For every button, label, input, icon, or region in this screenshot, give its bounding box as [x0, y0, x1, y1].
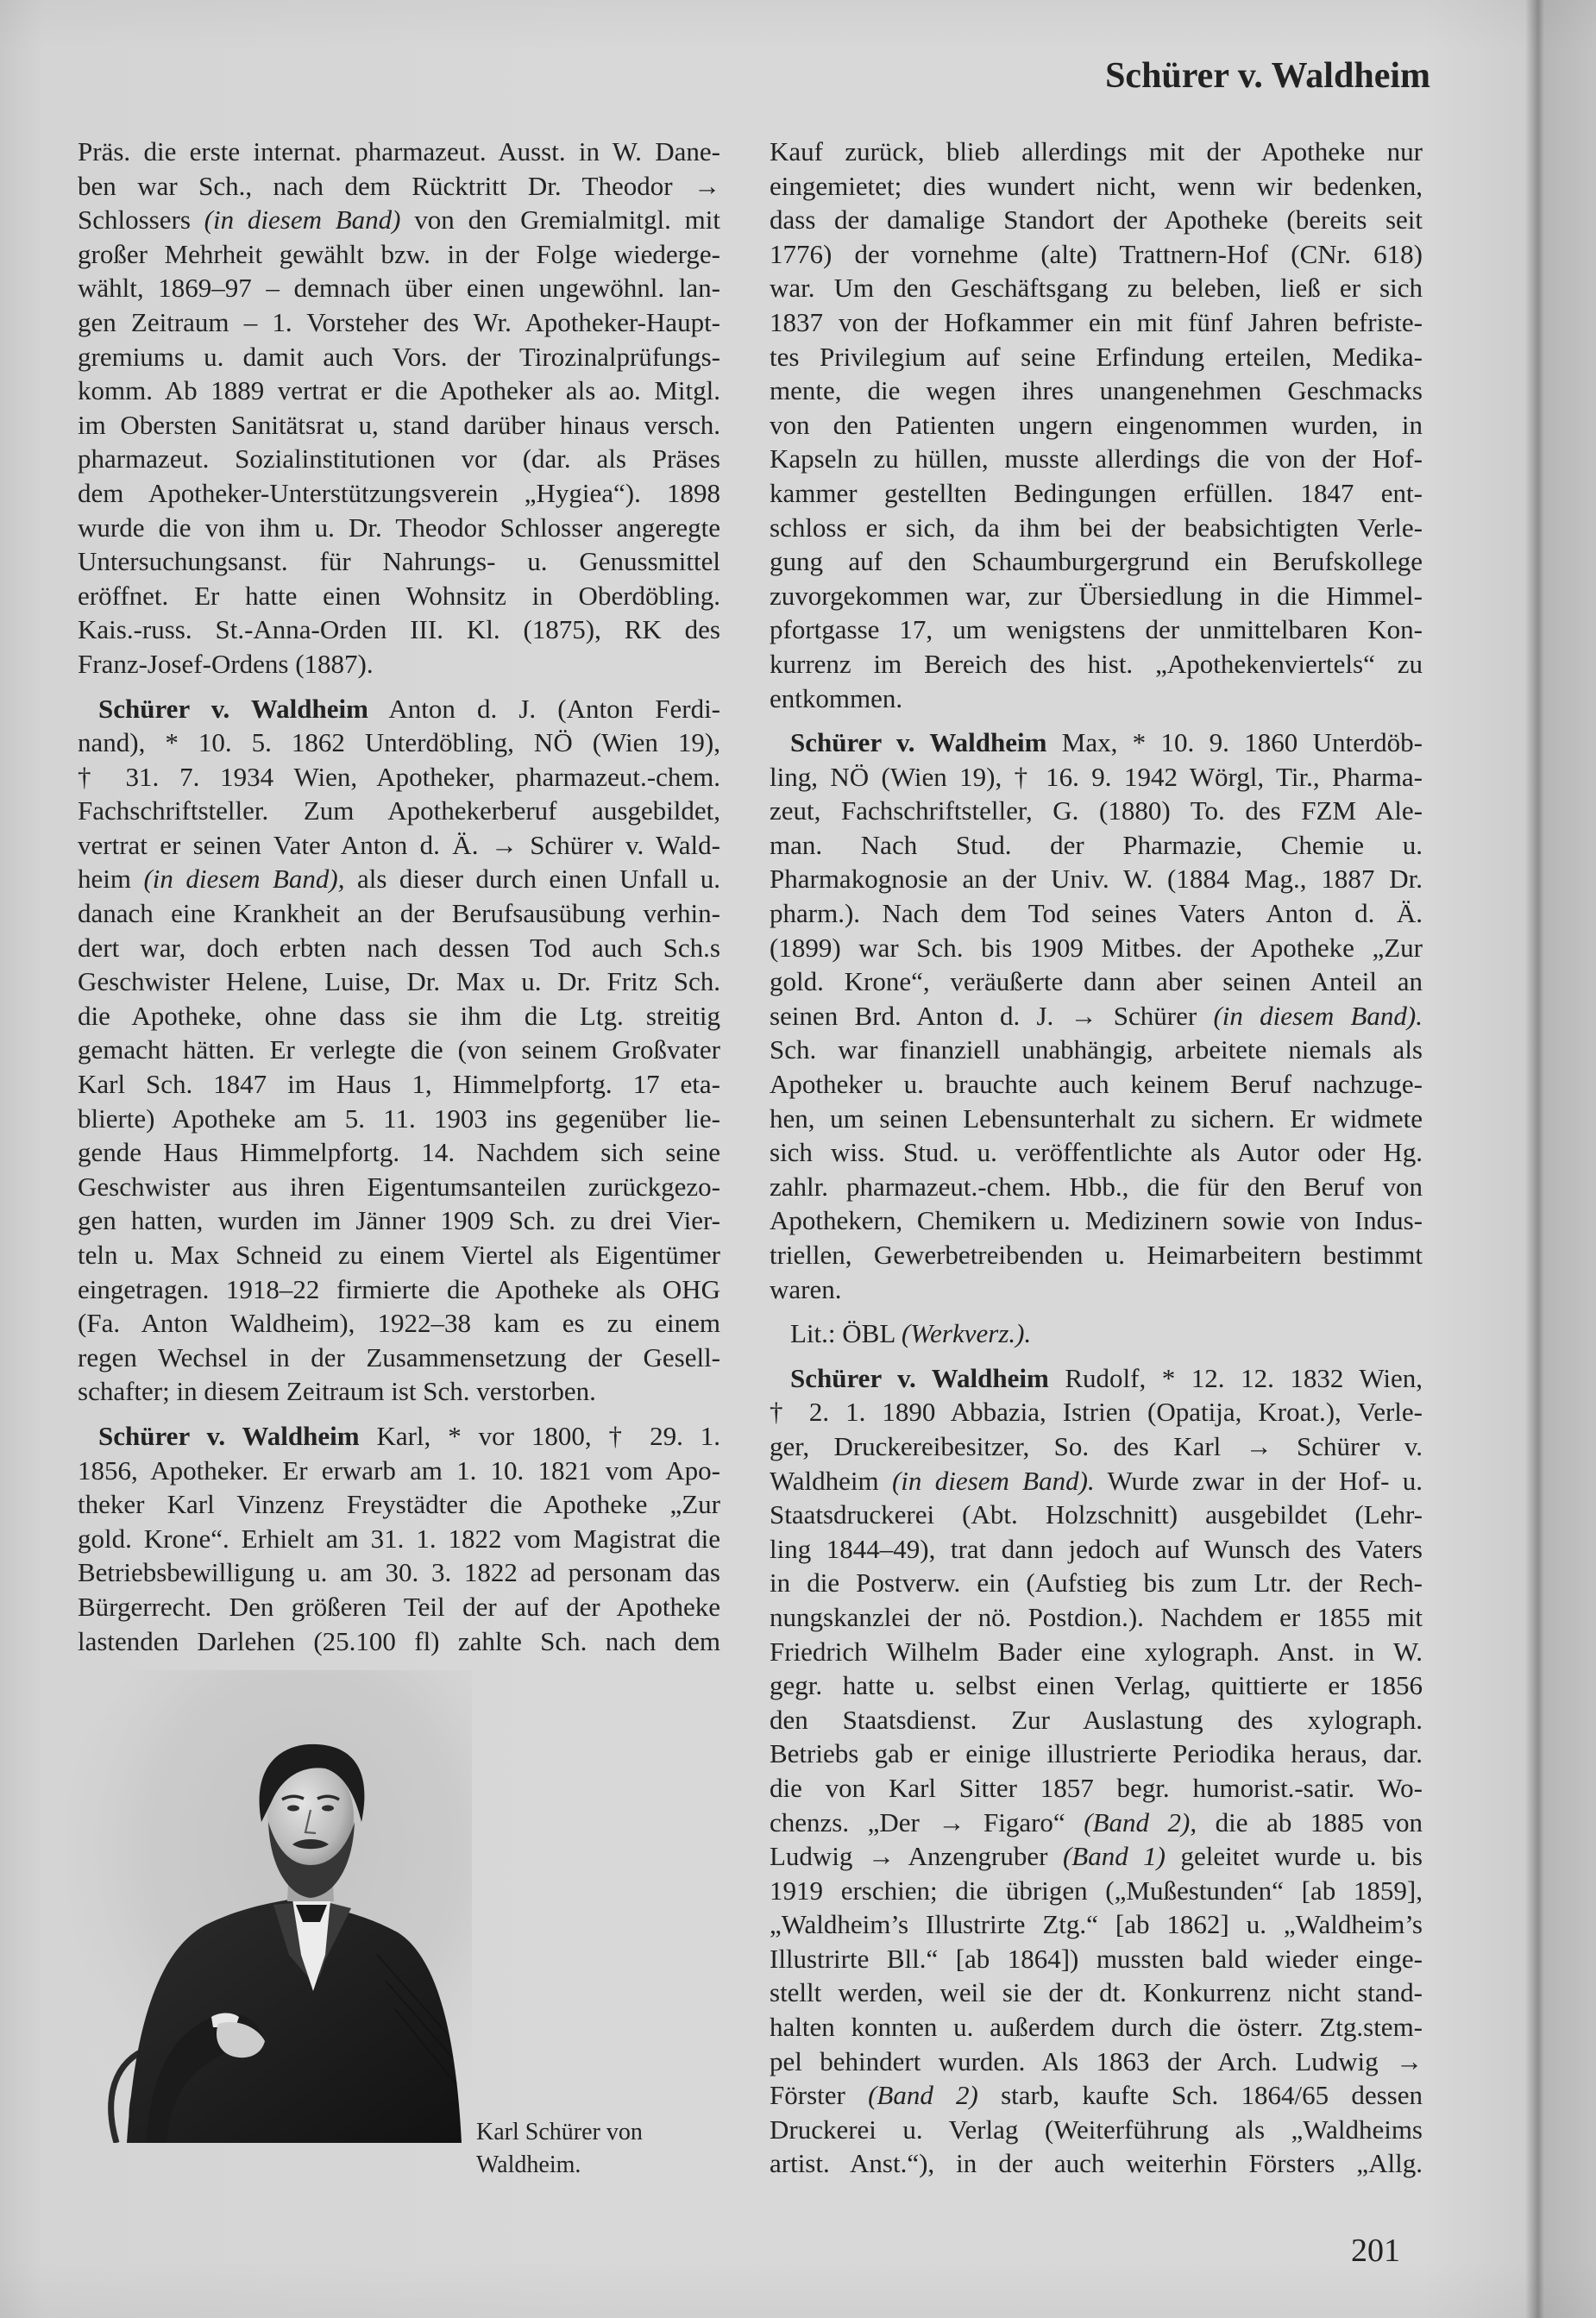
text-line [770, 1395, 1423, 1429]
text-run: nand), * 10. 5. 1862 Unterdöbling, NÖ (Wien 19), [78, 727, 720, 758]
text-run: heim [78, 864, 144, 895]
text-line [770, 1067, 1423, 1102]
text-line [770, 1361, 1423, 1396]
text-line [770, 1703, 1423, 1737]
text-line [78, 1102, 720, 1136]
text-run: gold. Krone“, veräußerte dann aber seinen Anteil an [770, 966, 1423, 997]
text-line [770, 374, 1423, 408]
entry-headword: Schürer v. Waldheim [790, 727, 1047, 758]
text-run: Bürgerrecht. Den größeren Teil der auf der Apotheke [78, 1591, 720, 1622]
text-line [78, 1454, 720, 1488]
text-run: Karl Sch. 1847 im Haus 1, Himmelpfortg. 17 eta- [78, 1069, 720, 1100]
text-line [78, 271, 720, 305]
text-line [770, 476, 1423, 511]
text-run: Apothekern, Chemikern u. Medizinern sowie von Indus- [770, 1205, 1423, 1236]
text-line [78, 862, 720, 896]
text-run: wurde die von ihm u. Dr. Theodor Schlosser angeregte [78, 512, 720, 543]
text-line [770, 682, 1423, 716]
text-line [78, 1624, 720, 1659]
text-line [770, 964, 1423, 999]
text-run: triellen, Gewerbetreibenden u. Heimarbeitern bestimmt [770, 1240, 1423, 1270]
text-line [770, 1635, 1423, 1669]
text-line [770, 579, 1423, 613]
text-run: gemacht hätten. Er verlegte die (von seinem Großvater [78, 1034, 720, 1065]
text-line [770, 1771, 1423, 1806]
text-run: schafter; in diesem Zeitraum ist Sch. verstorben. [78, 1376, 596, 1407]
text-run: Geschwister aus ihren Eigentumsanteilen zurückgezo- [78, 1171, 720, 1202]
text-line [770, 135, 1423, 169]
text-run: Sch. war finanziell unabhängig, arbeitete niemals als [770, 1034, 1423, 1065]
text-line [770, 2045, 1423, 2079]
text-run: gegr. hatte u. selbst einen Verlag, quittierte er 1856 [770, 1670, 1423, 1701]
italic-reference: (Band 2) [868, 2080, 978, 2111]
text-line [770, 1874, 1423, 1908]
text-run: Franz-Josef-Ordens (1887). [78, 648, 374, 679]
text-line [770, 1839, 1423, 1874]
text-line [770, 1272, 1423, 1307]
text-line [78, 794, 720, 828]
text-line [770, 999, 1423, 1033]
italic-reference: (Band 2), [1084, 1806, 1197, 1837]
text-line [770, 271, 1423, 305]
text-line [78, 1555, 720, 1590]
text-run: seinen Brd. Anton d. J. → Schürer [770, 1000, 1214, 1031]
text-run: Max, * 10. 9. 1860 Unterdöb- [1046, 727, 1423, 758]
text-run: als dieser durch einen Unfall u. [344, 864, 720, 895]
text-run: Rudolf, * 12. 12. 1832 Wien, [1048, 1362, 1423, 1393]
text-line [770, 1102, 1423, 1136]
text-run: komm. Ab 1889 vertrat er die Apotheker als ao. Mitgl. [78, 375, 720, 406]
text-run: von den Gremialmitgl. mit [400, 204, 720, 236]
text-line [770, 511, 1423, 545]
text-run: mente, die wegen ihres unangenehmen Geschmacks [770, 375, 1423, 406]
text-run: Kauf zurück, blieb allerdings mit der Apotheke nur [770, 136, 1423, 166]
text-line [770, 1976, 1423, 2010]
text-line [78, 476, 720, 511]
italic-reference: (in diesem Band), [143, 864, 345, 895]
paragraph [770, 726, 1423, 1306]
text-run: ben war Sch., nach dem Rücktritt Dr. Theodor → [78, 170, 720, 201]
text-line [770, 1203, 1423, 1238]
text-line [770, 794, 1423, 828]
italic-reference: (in diesem Band). [891, 1465, 1095, 1496]
text-line [770, 647, 1423, 682]
text-run: dem Apotheker-Unterstützungsverein „Hygiea“). 1898 [78, 477, 720, 508]
text-run: blierte) Apotheke am 5. 11. 1903 ins gegenüber lie- [78, 1102, 720, 1134]
text-run: Lit.: ÖBL [790, 1318, 902, 1349]
text-run: eingetragen. 1918–22 firmierte die Apotheke als OHG [78, 1273, 720, 1304]
text-line [78, 999, 720, 1033]
text-run: lastenden Darlehen (25.100 fl) zahlte Sch. nach dem [78, 1625, 720, 1656]
text-line [78, 169, 720, 204]
text-line [770, 1600, 1423, 1635]
italic-reference: (Werkverz.). [901, 1318, 1032, 1349]
paragraph [770, 1316, 1423, 1351]
text-run: kammer gestellten Bedingungen erfüllen. 1847 ent- [770, 477, 1423, 508]
text-run: pel behindert wurden. Als 1863 der Arch. Ludwig → [770, 2045, 1423, 2076]
paragraph [770, 135, 1423, 715]
text-line [78, 931, 720, 965]
text-line [78, 647, 720, 682]
text-line [770, 1238, 1423, 1272]
text-run: Wurde zwar in der Hof- u. [1094, 1465, 1423, 1496]
text-run: Waldheim [770, 1465, 892, 1496]
text-run: im Obersten Sanitätsrat u, stand darüber hinaus versch. [78, 409, 720, 440]
text-run: dert war, doch erbten nach dessen Tod auch Sch.s [78, 932, 720, 963]
text-run: gremiums u. damit auch Vors. der Tirozinalprüfungs- [78, 341, 720, 372]
text-run: † 2. 1. 1890 Abbazia, Istrien (Opatija, Kroat.), Verle- [770, 1397, 1423, 1428]
text-line [770, 862, 1423, 896]
text-line [770, 1135, 1423, 1170]
text-run: Kapseln zu hüllen, musste allerdings die von der Hof- [770, 443, 1423, 474]
text-line [770, 760, 1423, 795]
text-line [770, 1033, 1423, 1067]
text-run: ger, Druckereibesitzer, So. des Karl → Schürer v. [770, 1430, 1423, 1461]
running-title: Schürer v. Waldheim [1105, 56, 1430, 96]
text-line [770, 1170, 1423, 1204]
caption-line: Waldheim. [476, 2152, 581, 2178]
text-line [770, 1566, 1423, 1600]
text-line [78, 1238, 720, 1272]
text-run: in die Postverw. ein (Aufstieg bis zum Ltr. der Rech- [770, 1567, 1423, 1599]
text-run: schloss er sich, da ihm bei der beabsichtigten Verle- [770, 512, 1423, 543]
text-line [78, 442, 720, 476]
text-line [78, 1374, 720, 1409]
text-run: gold. Krone“. Erhielt am 31. 1. 1822 vom Magistrat die [78, 1523, 720, 1554]
left-column [78, 135, 720, 1658]
text-line [78, 1522, 720, 1556]
text-run: † 31. 7. 1934 Wien, Apotheker, pharmazeut.-chem. [78, 761, 720, 792]
entry-headword: Schürer v. Waldheim [98, 1420, 360, 1451]
text-run: großer Mehrheit gewählt bzw. in der Folge wiederge- [78, 238, 720, 269]
text-line [78, 1419, 720, 1454]
text-run: war. Um den Geschäftsgang zu beleben, ließ er sich [770, 273, 1423, 304]
text-line [770, 340, 1423, 374]
right-column [770, 135, 1423, 2181]
text-line [770, 2113, 1423, 2147]
text-line [770, 726, 1423, 760]
text-run: Schlossers [78, 204, 204, 236]
entry-headword: Schürer v. Waldheim [98, 693, 368, 724]
text-line [78, 1341, 720, 1375]
text-line [770, 305, 1423, 340]
text-run: pharm.). Nach dem Tod seines Vaters Anton d. Ä. [770, 898, 1423, 929]
text-line [78, 544, 720, 579]
text-run: die Apotheke, ohne dass sie ihm die Ltg. streitig [78, 1000, 720, 1031]
paragraph [770, 1361, 1423, 2181]
text-run: theker Karl Vinzenz Freystädter die Apotheke „Zur [78, 1489, 720, 1520]
text-run: danach eine Krankheit an der Berufsausübung verhin- [78, 898, 720, 929]
caption-line: Karl Schürer von [476, 2119, 643, 2145]
text-line [770, 896, 1423, 931]
eye-left [287, 1806, 299, 1812]
text-line [78, 896, 720, 931]
text-run: pharmazeut. Sozialinstitutionen vor (dar. als Präses [78, 443, 720, 474]
text-line [770, 1464, 1423, 1498]
text-run: chenzs. „Der → Figaro“ [770, 1806, 1084, 1837]
text-run: nungskanzlei der nö. Postdion.). Nachdem er 1855 mit [770, 1601, 1423, 1632]
text-run: dass der damalige Standort der Apotheke (bereits seit [770, 204, 1423, 236]
text-run: halten konnten u. außerdem durch die österr. Ztg.stem- [770, 2012, 1423, 2043]
text-run: Untersuchungsanst. für Nahrungs- u. Genussmittel [78, 546, 720, 577]
text-line [770, 169, 1423, 204]
text-run: von den Patienten ungern eingenommen wurden, in [770, 409, 1423, 440]
text-run: tes Privilegium auf seine Erfindung erteilen, Medika- [770, 341, 1423, 372]
text-run: Förster [770, 2080, 869, 2111]
text-run: Kais.-russ. St.-Anna-Orden III. Kl. (1875), RK des [78, 614, 720, 645]
figure-caption [476, 2116, 643, 2182]
text-line [78, 828, 720, 863]
text-run: Fachschriftsteller. Zum Apothekerberuf ausgebildet, [78, 795, 720, 826]
text-line [770, 931, 1423, 965]
text-run: pfortgasse 17, um wenigstens der unmittelbaren Kon- [770, 614, 1423, 645]
text-line [78, 1203, 720, 1238]
text-line [78, 1590, 720, 1624]
text-line [78, 511, 720, 545]
text-run: geleitet wurde u. bis [1166, 1841, 1423, 1872]
text-run: teln u. Max Schneid zu einem Viertel als Eigentümer [78, 1240, 720, 1270]
text-line [78, 1135, 720, 1170]
text-run: zahlr. pharmazeut.-chem. Hbb., die für den Beruf von [770, 1171, 1423, 1202]
text-run: regen Wechsel in der Zusammensetzung der Gesell- [78, 1341, 720, 1373]
text-run: Anton d. J. (Anton Ferdi- [368, 693, 721, 724]
text-run: Karl, * vor 1800, † 29. 1. [359, 1420, 720, 1451]
text-run: Betriebs gab er einige illustrierte Periodika heraus, dar. [770, 1738, 1423, 1769]
text-run: stellt werden, weil sie der dt. Konkurrenz nicht stand- [770, 1977, 1423, 2008]
text-line [78, 340, 720, 374]
text-run: „Waldheim’s Illustrirte Ztg.“ [ab 1862] u. „Waldheim’s [770, 1909, 1423, 1940]
italic-reference: (in diesem Band) [204, 204, 401, 236]
text-run: gen Zeitraum – 1. Vorsteher des Wr. Apotheker-Haupt- [78, 306, 720, 337]
text-line [78, 726, 720, 760]
text-line [770, 1737, 1423, 1771]
text-run: Apotheker u. brauchte auch keinem Beruf nachzuge- [770, 1069, 1423, 1100]
entry-headword: Schürer v. Waldheim [790, 1362, 1049, 1393]
text-run: Präs. die erste internat. pharmazeut. Ausst. in W. Dane- [78, 136, 720, 166]
text-line [78, 1067, 720, 1102]
text-line [770, 1532, 1423, 1567]
text-line [78, 579, 720, 613]
text-run: ling 1844–49), trat dann jedoch auf Wunsch des Vaters [770, 1533, 1423, 1564]
text-line [770, 203, 1423, 237]
text-run: eröffnet. Er hatte einen Wohnsitz in Oberdöbling. [78, 580, 720, 611]
text-run: gende Haus Himmelpfortg. 14. Nachdem sich seine [78, 1137, 720, 1168]
text-run: vertrat er seinen Vater Anton d. Ä. → Schürer v. Wald- [78, 829, 720, 860]
text-run: Staatsdruckerei (Abt. Holzschnitt) ausgebildet (Lehr- [770, 1499, 1423, 1530]
italic-reference: (Band 1) [1062, 1841, 1166, 1872]
text-line [770, 1907, 1423, 1942]
text-run: 1856, Apotheker. Er erwarb am 1. 10. 1821 vom Apo- [78, 1454, 720, 1486]
text-line [770, 1429, 1423, 1464]
text-line [770, 1668, 1423, 1703]
text-run: den Staatsdienst. Zur Auslastung des xylograph. [770, 1704, 1423, 1735]
text-run: gen hatten, wurden im Jänner 1909 Sch. zu drei Vier- [78, 1205, 720, 1236]
text-run: Druckerei u. Verlag (Weiterführung als „Waldheims [770, 2114, 1423, 2145]
text-line [78, 135, 720, 169]
text-line [770, 237, 1423, 272]
text-line [78, 1306, 720, 1341]
text-line [78, 1487, 720, 1522]
text-run: gung auf den Schaumburgergrund ein Berufskollege [770, 546, 1423, 577]
text-line [78, 374, 720, 408]
text-line [770, 1316, 1423, 1351]
text-line [770, 1806, 1423, 1840]
paragraph [78, 135, 720, 682]
text-run: hen, um seinen Lebensunterhalt zu sichern. Er widmete [770, 1102, 1423, 1134]
text-run: wählt, 1869–97 – demnach über einen ungewöhnl. lan- [78, 273, 720, 304]
text-run: die ab 1885 von [1197, 1806, 1423, 1837]
text-line [770, 2078, 1423, 2113]
portrait-engraving [66, 1670, 472, 2143]
page-number: 201 [1351, 2233, 1400, 2269]
text-run: eingemietet; dies wundert nicht, wenn wir bedenken, [770, 170, 1423, 201]
text-line [78, 1170, 720, 1204]
paragraph [78, 692, 720, 1409]
text-line [78, 408, 720, 443]
text-run: zeut, Fachschriftsteller, G. (1880) To. des FZM Ale- [770, 795, 1423, 826]
text-run: entkommen. [770, 682, 903, 713]
text-run: zuvorgekommen war, zur Übersiedlung in die Himmel- [770, 580, 1423, 611]
portrait-figure [66, 1670, 472, 2143]
text-run: 1919 erschien; die übrigen („Mußestunden“ [ab 1859], [770, 1875, 1423, 1906]
paragraph [78, 1419, 720, 1658]
text-line [770, 828, 1423, 863]
text-run: (1899) war Sch. bis 1909 Mitbes. der Apotheke „Zur [770, 932, 1423, 963]
text-run: (Fa. Anton Waldheim), 1922–38 kam es zu einem [78, 1308, 720, 1339]
text-run: sich wiss. Stud. u. veröffentlichte als Autor oder Hg. [770, 1137, 1423, 1168]
text-run: Betriebsbewilligung u. am 30. 3. 1822 ad personam das [78, 1557, 720, 1588]
text-run: starb, kaufte Sch. 1864/65 dessen [977, 2080, 1423, 2111]
text-run: waren. [770, 1273, 842, 1304]
text-run: ling, NÖ (Wien 19), † 16. 9. 1942 Wörgl, Tir., Pharma- [770, 761, 1423, 792]
text-line [78, 692, 720, 726]
text-line [770, 442, 1423, 476]
text-line [78, 612, 720, 647]
text-run: Ludwig → Anzengruber [770, 1841, 1063, 1872]
text-line [770, 408, 1423, 443]
text-line [770, 1498, 1423, 1532]
text-run: 1837 von der Hofkammer ein mit fünf Jahren befriste- [770, 306, 1423, 337]
text-line [770, 1942, 1423, 1976]
text-run: 1776) der vornehme (alte) Trattnern-Hof (CNr. 618) [770, 238, 1423, 269]
text-line [78, 964, 720, 999]
text-line [78, 203, 720, 237]
text-run: kurrenz im Bereich des hist. „Apothekenviertels“ zu [770, 648, 1423, 679]
eye-right [322, 1806, 334, 1812]
text-run: Illustrirte Bll.“ [ab 1864]) mussten bald wieder einge- [770, 1943, 1423, 1974]
text-line [770, 612, 1423, 647]
text-line [78, 237, 720, 272]
text-line [78, 1033, 720, 1067]
text-line [78, 760, 720, 795]
text-line [770, 2010, 1423, 2045]
text-run: Friedrich Wilhelm Bader eine xylograph. Anst. in W. [770, 1636, 1423, 1667]
text-line [78, 305, 720, 340]
text-run: artist. Anst.“), in der auch weiterhin Försters „Allg. [770, 2148, 1423, 2179]
text-run: man. Nach Stud. der Pharmazie, Chemie u. [770, 829, 1423, 860]
text-line [78, 1272, 720, 1307]
italic-reference: (in diesem Band). [1213, 1000, 1423, 1031]
text-run: Geschwister Helene, Luise, Dr. Max u. Dr. Fritz Sch. [78, 966, 720, 997]
text-run: die von Karl Sitter 1857 begr. humorist.-satir. Wo- [770, 1772, 1423, 1803]
text-line [770, 544, 1423, 579]
text-line [770, 2146, 1423, 2181]
text-run: Pharmakognosie an der Univ. W. (1884 Mag., 1887 Dr. [770, 864, 1423, 895]
